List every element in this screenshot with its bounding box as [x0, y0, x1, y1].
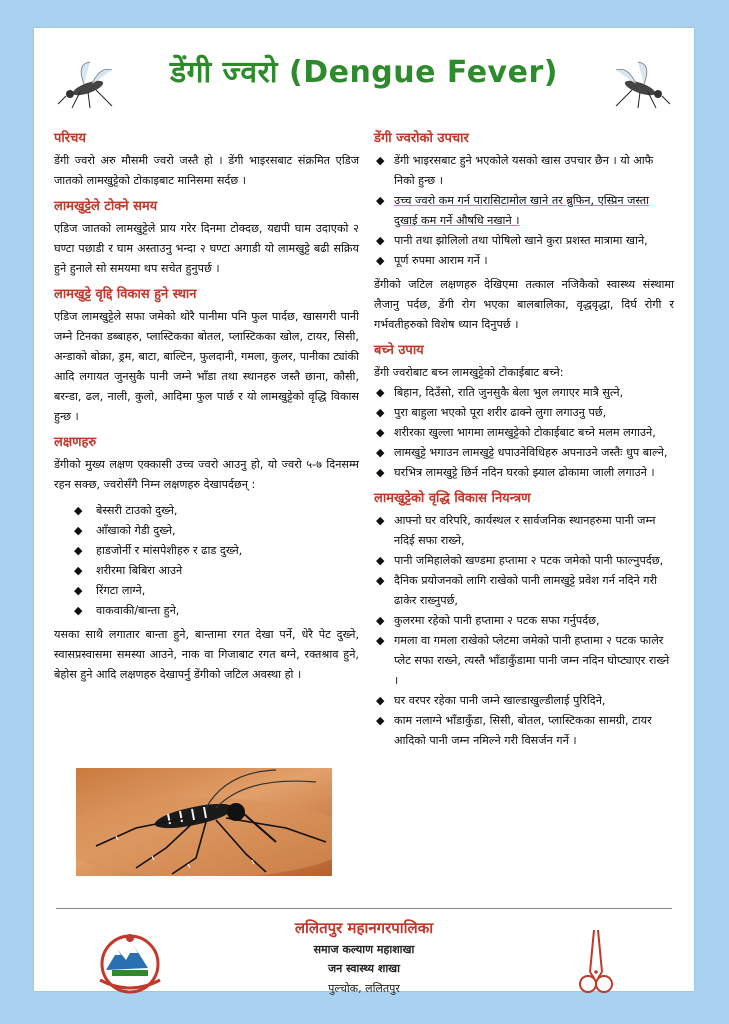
- intro-text: डेंगी ज्वरो अरु मौसमी ज्वरो जस्तै हो । डेंगी भाइरसबाट संक्रमित एडिज जातको लामखुट्टेको टोकाइबाट मानिसमा सर्दछ ।: [54, 154, 359, 187]
- scissors-icon: [576, 928, 616, 998]
- section-heading-control: लामखुट्टेको वृद्धि विकास नियन्त्रण: [374, 491, 531, 506]
- treatment-note: डेंगीको जटिल लक्षणहरु देखिएमा तत्काल नजिकैको स्वास्थ्य संस्थामा लैजानु पर्दछ, डेंगी रोग भएका बालबालिका, वृद्धवृद्धा, दिर्घ रोगी र गर्भवतीहरुको विशेष ध्यान दिनुपर्छ ।: [374, 278, 674, 331]
- prevention-intro: डेंगी ज्वरोबाट बच्न लामखुट्टेको टोकाईबाट बच्ने:: [374, 366, 564, 379]
- diamond-bullet-icon: ◆: [376, 154, 385, 167]
- bite-time-text: एडिज जातको लामखुट्टेले प्राय गरेर दिनमा टोक्दछ, यद्यपी घाम उदाएको २ घण्टा पछाडी र घाम अस्ताउनु भन्दा २ घण्टा अगाडी यो लामखुट्टे बढी सक्रिय हुने हुनाले सो समयमा थप सचेत हुनुपर्छ ।: [54, 222, 359, 275]
- list-item: ◆ दैनिक प्रयोजनको लागि राखेको पानी लामखुट्टे प्रवेश गर्न नदिने गरी ढाकेर राख्नुपर्छ,: [374, 571, 674, 611]
- diamond-bullet-icon: ◆: [376, 234, 385, 247]
- poster-sheet: [34, 28, 694, 995]
- diamond-bullet-icon: ◆: [74, 584, 83, 597]
- section-heading-prevention: बच्ने उपाय: [374, 343, 424, 358]
- section-heading-symptoms: लक्षणहरु: [54, 435, 97, 450]
- diamond-bullet-icon: ◆: [376, 694, 385, 707]
- org-name: ललितपुर महानगरपालिका: [294, 919, 434, 937]
- right-column: [374, 123, 674, 755]
- diamond-bullet-icon: ◆: [376, 466, 385, 479]
- list-item: ◆ बेस्सरी टाउको दुख्ने,: [54, 501, 359, 521]
- list-item: ◆ रिंगटा लाग्ने,: [54, 581, 359, 601]
- list-item: ◆ हाडजोर्नी र मांसपेशीहरु र ढाड दुख्ने,: [54, 541, 359, 561]
- diamond-bullet-icon: ◆: [376, 554, 385, 567]
- list-item: ◆ शरीरका खुल्ला भागमा लामखुट्टेको टोकाईबाट बच्ने मलम लगाउने,: [374, 423, 674, 443]
- diamond-bullet-icon: ◆: [376, 386, 385, 399]
- symptoms-outro: यसका साथै लगातार बान्ता हुने, बान्तामा रगत देखा पर्ने, धेरै पेट दुख्ने, स्वासप्रस्वासमा समस्या आउने, नाक वा गिजाबाट रगत बग्ने, रक्तश्राव हुने, बेहोस हुने आदि लक्षणहरु देखापर्नु डेंगीको जटिल अवस्था हो ।: [54, 628, 359, 681]
- list-item: [374, 191, 674, 231]
- org-address: पुल्चोक, ललितपुर: [328, 982, 400, 995]
- list-item: ◆ काम नलाग्ने भाँडाकुँडा, सिसी, बोतल, प्लास्टिकका सामग्री, टायर आदिको पानी जम्न नमिल्ने गरी विसर्जन गर्ने ।: [374, 711, 674, 751]
- diamond-bullet-icon: ◆: [74, 564, 83, 577]
- list-item: ◆ पानी तथा झोलिलो तथा पोषिलो खाने कुरा प्रशस्त मात्रामा खाने,: [374, 231, 674, 251]
- list-item: ◆ गमला वा गमला राखेको प्लेटमा जमेको पानी हप्तामा २ पटक फालेर प्लेट सफा राख्ने, त्यस्तै भाँडाकुँडामा पानी जम्न नदिन घोप्ट्याएर राख्ने ।: [374, 631, 674, 691]
- diamond-bullet-icon: ◆: [376, 254, 385, 267]
- list-item: ◆ आफ्नो घर वरिपरि, कार्यस्थल र सार्वजनिक स्थानहरुमा पानी जम्न नदिई सफा राख्ने,: [374, 511, 674, 551]
- list-item: ◆ शरीरमा बिबिरा आउने: [54, 561, 359, 581]
- symptoms-list: [54, 501, 359, 621]
- list-item: ◆ कुलरमा रहेको पानी हप्तामा २ पटक सफा गर्नुपर्दछ,: [374, 611, 674, 631]
- diamond-bullet-icon: ◆: [376, 714, 385, 727]
- diamond-bullet-icon: ◆: [376, 514, 385, 527]
- list-item: ◆ पुरा बाहुला भएको पूरा शरीर ढाक्ने लुगा लगाउनु पर्छ,: [374, 403, 674, 423]
- list-item: ◆ आँखाको गेडी दुख्ने,: [54, 521, 359, 541]
- list-item: ◆ बिहान, दिउँसो, राति जुनसुकै बेला भुल लगाएर मात्रै सुत्ने,: [374, 383, 674, 403]
- control-list: [374, 511, 674, 751]
- list-item: ◆ पूर्ण रुपमा आराम गर्ने ।: [374, 251, 674, 271]
- diamond-bullet-icon: ◆: [376, 446, 385, 459]
- prevention-list: [374, 383, 674, 483]
- diamond-bullet-icon: ◆: [74, 604, 83, 617]
- mosquito-photo: [76, 768, 332, 876]
- diamond-bullet-icon: ◆: [376, 574, 385, 587]
- diamond-bullet-icon: ◆: [74, 544, 83, 557]
- list-item: ◆ पानी जमिहालेको खण्डमा हप्तामा २ पटक जमेको पानी फाल्नुपर्दछ,: [374, 551, 674, 571]
- section-heading-intro: परिचय: [54, 131, 86, 146]
- list-item: ◆ लामखुट्टे भगाउन लामखुट्टे धपाउनेविधिहरु अपनाउने जस्तैः धुप बाल्ने,: [374, 443, 674, 463]
- symptoms-intro: डेंगीको मुख्य लक्षण एक्कासी उच्च ज्वरो आउनु हो, यो ज्वरो ५-७ दिनसम्म रहन सक्छ, ज्वरोसँगै निम्न लक्षणहरु देखापर्दछन् :: [54, 458, 359, 491]
- org-division: समाज कल्याण महाशाखा: [313, 943, 415, 956]
- breeding-text: एडिज लामखुट्टेले सफा जमेको थोरै पानीमा पनि फुल पार्दछ, खासगरी पानी जम्ने टिनका डब्बाहरु, प्लास्टिकका बोतल, प्लास्टिकका खोल, टायर, सिसी, अन्डाको बोक्रा, ड्रम, बाटा, बाल्टिन, फुलदानी, गमला, कुलर, पानीका ट्यांकी आदि लगायत जुनसुकै पानी जम्ने भाँडा तथा स्थानहरु जस्तै छाना, कौसी, बरन्डा, ढल, नाली, कुलो, आदिमा फुल पार्छ र यो लामखुट्टेको वृद्धि विकास हुन्छ ।: [54, 310, 359, 423]
- diamond-bullet-icon: ◆: [376, 634, 385, 647]
- diamond-bullet-icon: ◆: [376, 406, 385, 419]
- mosquito-icon: [608, 58, 672, 110]
- list-item: ◆ वाकवाकी/बान्ता हुने,: [54, 601, 359, 621]
- left-column: [54, 123, 359, 691]
- diamond-bullet-icon: ◆: [376, 194, 385, 207]
- diamond-bullet-icon: ◆: [74, 524, 83, 537]
- highlighted-text: उच्च ज्वरो कम गर्न पारासिटामोल खाने तर ब्रुफिन, एस्प्रिन जस्ता दुखाई कम गर्ने औषधि नखाने ।: [394, 194, 650, 227]
- list-item: ◆ घरभित्र लामखुट्टे छिर्न नदिन घरको झ्याल ढोकामा जाली लगाउने ।: [374, 463, 674, 483]
- diamond-bullet-icon: ◆: [74, 504, 83, 517]
- section-heading-treatment: डेंगी ज्वरोको उपचार: [374, 131, 469, 146]
- section-heading-breeding: लामखुट्टे वृद्दि विकास हुने स्थान: [54, 287, 197, 302]
- section-heading-bite-time: लामखुट्टेले टोक्ने समय: [54, 199, 158, 214]
- list-item: ◆ डेंगी भाइरसबाट हुने भएकोले यसको खास उपचार छैन । यो आफै निको हुन्छ ।: [374, 151, 674, 191]
- page-title: डेंगी ज्वरो (Dengue Fever): [170, 55, 558, 90]
- diamond-bullet-icon: ◆: [376, 426, 385, 439]
- org-section: जन स्वास्थ्य शाखा: [327, 962, 401, 975]
- list-item: ◆ घर वरपर रहेका पानी जम्ने खाल्डाखुल्डीलाई पुरिदिने,: [374, 691, 674, 711]
- mosquito-on-skin-image: [76, 768, 332, 876]
- footer-divider: [56, 908, 672, 909]
- treatment-list: [374, 151, 674, 271]
- diamond-bullet-icon: ◆: [376, 614, 385, 627]
